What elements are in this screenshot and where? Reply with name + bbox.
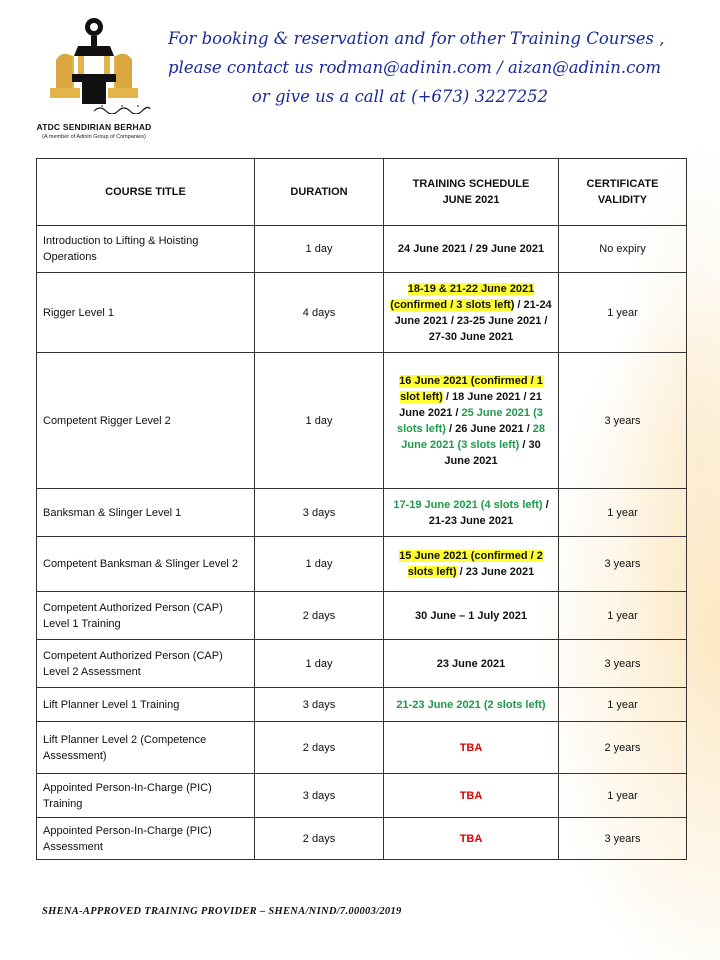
header-training-schedule <box>384 159 559 226</box>
schedule-segment: 23 June 2021 <box>436 657 506 670</box>
training-schedule-cell <box>384 592 559 640</box>
header-validity-line1: CERTIFICATE <box>586 178 659 190</box>
table-row <box>37 688 687 722</box>
header-validity-line2: VALIDITY <box>597 194 648 206</box>
certificate-validity-cell: 3 years <box>559 537 687 592</box>
schedule-segment: 24 June 2021 / 29 June 2021 <box>397 243 545 255</box>
header-schedule-line2: JUNE 2021 <box>442 194 500 206</box>
arabic-script-icon <box>92 104 152 114</box>
training-schedule-cell <box>384 818 559 860</box>
duration-cell: 1 day <box>255 226 384 273</box>
certificate-validity-cell: 1 year <box>559 489 687 537</box>
training-schedule-cell <box>384 640 559 688</box>
schedule-segment: 16 June 2021 (confirmed / 1 slot left) <box>399 374 543 403</box>
schedule-segment: 17-19 June 2021 (4 slots left) <box>393 498 543 511</box>
training-schedule-cell <box>384 353 559 489</box>
contact-line-1: For booking & reservation and for other Training Courses , <box>168 29 665 48</box>
training-schedule-cell <box>384 273 559 353</box>
course-schedule-table <box>36 158 687 860</box>
duration-cell: 3 days <box>255 489 384 537</box>
footer-accreditation: SHENA-APPROVED TRAINING PROVIDER – SHENA/NIND/7.00003/2019 <box>42 906 402 917</box>
training-schedule-cell <box>384 688 559 722</box>
course-title-cell: Banksman & Slinger Level 1 <box>37 489 255 537</box>
contact-info <box>168 24 665 111</box>
certificate-validity-cell: 1 year <box>559 774 687 818</box>
company-logo <box>32 16 156 142</box>
table-row <box>37 818 687 860</box>
header-course-title: COURSE TITLE <box>37 159 255 226</box>
schedule-segment: 30 June – 1 July 2021 <box>415 609 527 622</box>
course-title-cell: Rigger Level 1 <box>37 273 255 353</box>
certificate-validity-cell: 1 year <box>559 592 687 640</box>
schedule-segment: 21-23 June 2021 (2 slots left) <box>396 698 546 711</box>
course-title-cell: Competent Authorized Person (CAP) Level 1 Training <box>37 592 255 640</box>
duration-cell: 1 day <box>255 537 384 592</box>
course-title-cell: Competent Banksman & Slinger Level 2 <box>37 537 255 592</box>
duration-cell: 1 day <box>255 353 384 489</box>
table-row <box>37 489 687 537</box>
duration-cell: 4 days <box>255 273 384 353</box>
duration-cell: 2 days <box>255 722 384 774</box>
table-row <box>37 774 687 818</box>
certificate-validity-cell: No expiry <box>559 226 687 273</box>
table-row <box>37 640 687 688</box>
table-row <box>37 537 687 592</box>
certificate-validity-cell: 1 year <box>559 273 687 353</box>
schedule-segment: TBA <box>459 741 483 754</box>
table-row <box>37 722 687 774</box>
certificate-validity-cell: 3 years <box>559 353 687 489</box>
training-schedule-cell <box>384 226 559 273</box>
header-certificate-validity <box>559 159 687 226</box>
schedule-segment: / 26 June 2021 / <box>445 422 533 435</box>
header-duration: DURATION <box>255 159 384 226</box>
certificate-validity-cell: 1 year <box>559 688 687 722</box>
table-row <box>37 353 687 489</box>
schedule-segment: / 23 June 2021 <box>456 566 535 578</box>
schedule-segment: TBA <box>459 832 483 845</box>
schedule-segment: 15 June 2021 (confirmed / 2 slots left) <box>399 550 543 578</box>
schedule-segment: 18-19 & 21-22 June 2021 (confirmed / 3 slots left) <box>390 282 535 311</box>
table-row <box>37 273 687 353</box>
course-title-cell: Lift Planner Level 2 (Competence Assessment) <box>37 722 255 774</box>
company-name: ATDC SENDIRIAN BERHAD <box>36 122 152 132</box>
schedule-segment: / 21-24 June 2021 / 23-25 June 2021 / 27-30 June 2021 <box>394 298 552 343</box>
training-schedule-cell <box>384 489 559 537</box>
schedule-segment: / 18 June 2021 / 21 June 2021 / <box>399 390 542 419</box>
certificate-validity-cell: 3 years <box>559 640 687 688</box>
training-schedule-cell <box>384 722 559 774</box>
course-title-cell: Appointed Person-In-Charge (PIC) Assessment <box>37 818 255 860</box>
course-title-cell: Appointed Person-In-Charge (PIC) Training <box>37 774 255 818</box>
header-schedule-line1: TRAINING SCHEDULE <box>412 178 530 190</box>
schedule-segment: 28 June 2021 (3 slots left) <box>401 422 545 451</box>
training-schedule-cell <box>384 774 559 818</box>
course-title-cell: Lift Planner Level 1 Training <box>37 688 255 722</box>
contact-line-3: or give us a call at (+673) 3227252 <box>251 87 549 106</box>
duration-cell: 3 days <box>255 688 384 722</box>
duration-cell: 3 days <box>255 774 384 818</box>
company-member-note: (A member of Adinin Group of Companies) <box>42 134 146 140</box>
course-title-cell: Competent Rigger Level 2 <box>37 353 255 489</box>
contact-line-2: please contact us rodman@adinin.com / aizan@adinin.com <box>168 58 662 77</box>
duration-cell: 2 days <box>255 592 384 640</box>
table-row <box>37 226 687 273</box>
table-row <box>37 592 687 640</box>
duration-cell: 2 days <box>255 818 384 860</box>
crane-emblem-icon <box>42 16 146 106</box>
table-body <box>37 226 687 860</box>
course-title-cell: Competent Authorized Person (CAP) Level 2 Assessment <box>37 640 255 688</box>
duration-cell: 1 day <box>255 640 384 688</box>
training-schedule-cell <box>384 537 559 592</box>
schedule-segment: / 21-23 June 2021 <box>428 498 549 527</box>
certificate-validity-cell: 3 years <box>559 818 687 860</box>
table-header-row <box>37 159 687 226</box>
certificate-validity-cell: 2 years <box>559 722 687 774</box>
course-title-cell: Introduction to Lifting & Hoisting Operations <box>37 226 255 273</box>
schedule-segment: TBA <box>459 789 483 802</box>
schedule-segment: 25 June 2021 (3 slots left) <box>397 406 543 435</box>
schedule-segment: / 30 June 2021 <box>444 438 541 467</box>
